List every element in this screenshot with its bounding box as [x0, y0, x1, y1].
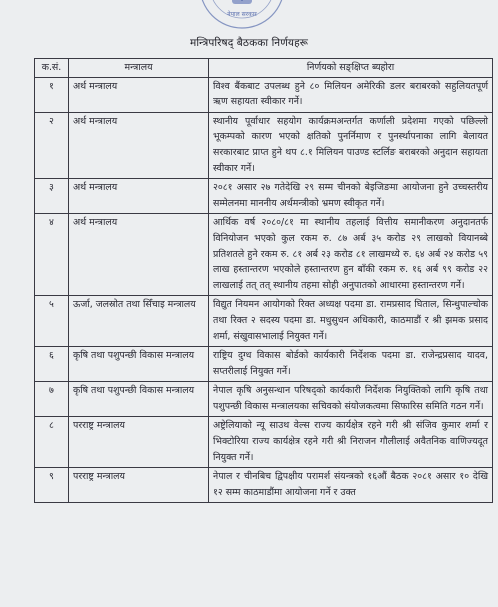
table-row — [35, 179, 493, 214]
row-ministry: परराष्ट्र मन्त्रालय — [69, 417, 209, 468]
row-decision: विश्व बैंकबाट उपलब्ध हुने ८० मिलियन अमेरिकी डलर बराबरको सहुलियतपूर्ण ऋण सहायता स्वीकार गर्ने। — [209, 77, 493, 112]
table-header-row — [35, 59, 493, 78]
page-title: मन्त्रिपरिषद् बैठकका निर्णयहरू — [189, 37, 309, 49]
column-header-serial: क.सं. — [35, 59, 69, 78]
row-decision: आर्थिक वर्ष २०८०/८१ मा स्थानीय तहलाई वित्तीय समानीकरण अनुदानतर्फ विनियोजन भएको कुल रकम रु. ८७ अर्ब ३५ करोड २९ लाखको वियानब्बे प्रतिशतले हुने रकम रु. ८१ अर्ब २३ करोड ८१ लाखमध्ये रु. ६४ अर्ब २४ करोड ५९ लाख हस्तान्तरण भएकोले हस्तान्तरण हुन बाँकी रकम रु. १६ अर्ब ९९ करोड २२ लाखलाई तत् तत् स्थानीय तहमा सोही अनुपातको आधारमा हस्तान्तरण गर्ने। — [209, 214, 493, 296]
table-row — [35, 468, 493, 503]
column-header-ministry: मन्त्रालय — [69, 59, 209, 78]
decisions-table — [34, 58, 493, 503]
row-serial: २ — [35, 112, 69, 178]
row-serial: ४ — [35, 214, 69, 296]
table-row — [35, 347, 493, 382]
row-decision: स्थानीय पूर्वाधार सहयोग कार्यक्रमअन्तर्गत कर्णाली प्रदेशमा गएको पछिल्लो भूकम्पको कारण भएको क्षतिको पुनर्निमाण र पुनर्स्थापनाका लागि बेलायत सरकारबाट प्राप्त हुने थप ८.१ मिलियन पाउण्ड स्टर्लिङ बराबरको अनुदान सहायता स्वीकार गर्ने। — [209, 112, 493, 178]
row-decision: राष्ट्रिय दुग्ध विकास बोर्डको कार्यकारी निर्देशक पदमा डा. राजेन्द्रप्रसाद यादव, सप्तरीलाई नियुक्त गर्ने। — [209, 347, 493, 382]
row-decision: नेपाल र चीनबिच द्विपक्षीय परामर्श संयन्त्रको १६औं बैठक २०८१ असार १० देखि १२ सम्म काठमाडौंमा आयोजना गर्ने र उक्त — [209, 468, 493, 503]
row-serial: ९ — [35, 468, 69, 503]
row-serial: ६ — [35, 347, 69, 382]
row-ministry: अर्थ मन्त्रालय — [69, 214, 209, 296]
table-row — [35, 77, 493, 112]
government-emblem-seal — [196, 0, 288, 32]
table-row — [35, 382, 493, 417]
row-ministry: कृषि तथा पशुपन्छी विकास मन्त्रालय — [69, 382, 209, 417]
row-decision: अष्ट्रेलियाको न्यू साउथ वेल्स राज्य कार्यक्षेत्र रहने गरी श्री संजिव कुमार शर्मा र भिक्टोरिया राज्य कार्यक्षेत्र रहने गरी श्री निराजन गौलीलाई अवैतनिक वाणिज्यदूत नियुक्त गर्ने। — [209, 417, 493, 468]
table-row — [35, 112, 493, 178]
row-decision: विद्युत नियमन आयोगको रिक्त अध्यक्ष पदमा डा. रामप्रसाद घिताल, सिन्धुपाल्चोक तथा रिक्त २ सदस्य पदमा डा. मधुसुधन अधिकारी, काठमाडौं र श्री झमक प्रसाद शर्मा, संखुवासभालाई नियुक्त गर्ने। — [209, 296, 493, 347]
table-row — [35, 214, 493, 296]
row-ministry: ऊर्जा, जलस्रोत तथा सिँचाइ मन्त्रालय — [69, 296, 209, 347]
row-ministry: परराष्ट्र मन्त्रालय — [69, 468, 209, 503]
row-ministry: अर्थ मन्त्रालय — [69, 112, 209, 178]
table-row — [35, 296, 493, 347]
row-serial: १ — [35, 77, 69, 112]
row-decision: २०८१ असार २७ गतेदेखि २९ सम्म चीनको बेइजिङमा आयोजना हुने उच्चस्तरीय सम्मेलनमा माननीय अर्थमन्त्रीको भ्रमण स्वीकृत गर्ने। — [209, 179, 493, 214]
seal-text: नेपाल सरकार — [227, 11, 257, 18]
row-serial: ३ — [35, 179, 69, 214]
row-serial: ७ — [35, 382, 69, 417]
row-ministry: कृषि तथा पशुपन्छी विकास मन्त्रालय — [69, 347, 209, 382]
table-row — [35, 417, 493, 468]
row-serial: ८ — [35, 417, 69, 468]
column-header-decision: निर्णयको सङ्क्षिप्त ब्यहोरा — [209, 59, 493, 78]
row-ministry: अर्थ मन्त्रालय — [69, 77, 209, 112]
row-serial: ५ — [35, 296, 69, 347]
row-ministry: अर्थ मन्त्रालय — [69, 179, 209, 214]
row-decision: नेपाल कृषि अनुसन्धान परिषद्को कार्यकारी निर्देशक नियुक्तिको लागि कृषि तथा पशुपन्छी विकास मन्त्रालयका सचिवको संयोजकत्वमा सिफारिस समिति गठन गर्ने। — [209, 382, 493, 417]
